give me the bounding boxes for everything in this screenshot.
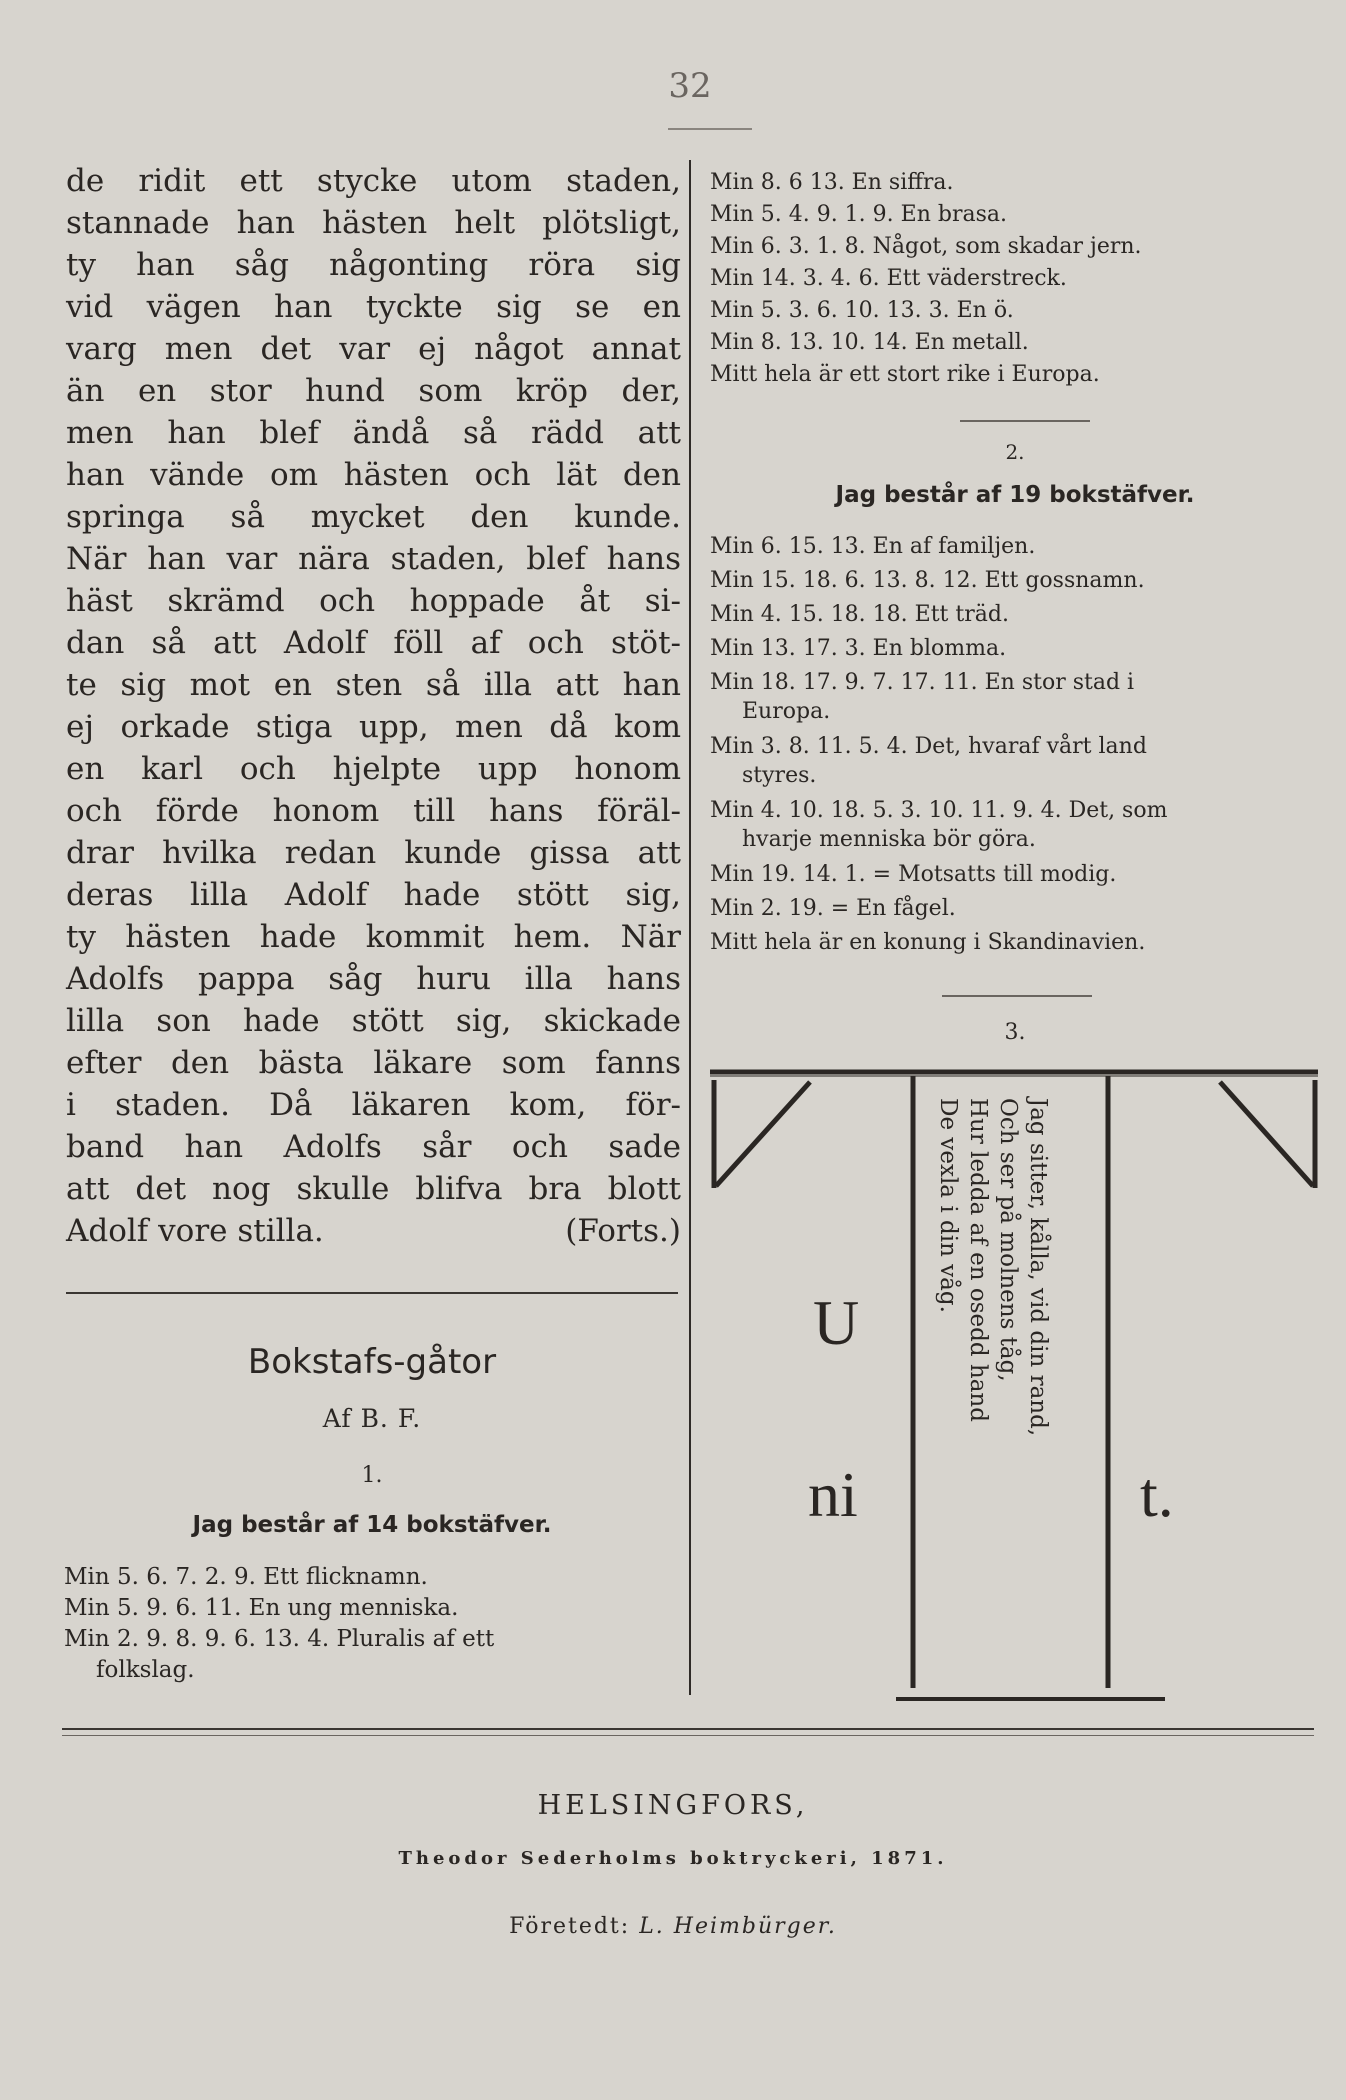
riddle-clue <box>710 359 1320 391</box>
story-line: han vände om hästen och lät den <box>66 457 681 493</box>
riddle-clue <box>710 858 1330 892</box>
story-line: ej orkade stiga upp, men då kom <box>66 709 681 745</box>
story-line: deras lilla Adolf hade stött sig, <box>66 877 681 913</box>
story-final-line <box>66 1210 681 1252</box>
riddle-clue <box>710 926 1330 960</box>
riddle-clue-text: Min 6. 3. 1. 8. Något, som skadar jern. <box>710 234 1142 259</box>
story-line: vid vägen han tyckte sig se en <box>66 289 681 325</box>
riddle-clue-continuation: hvarje menniska bör göra. <box>742 827 1036 852</box>
riddle-clue-text: Min 19. 14. 1. = Motsatts till modig. <box>710 862 1117 887</box>
page-number-rule <box>668 128 752 130</box>
story-line: Adolfs pappa såg huru illa hans <box>66 961 681 997</box>
riddle-clue <box>710 564 1330 598</box>
riddle-2-number: 2. <box>1005 440 1025 464</box>
riddle-clue <box>710 632 1330 666</box>
imprint-printer: Theodor Sederholms boktryckeri, 1871. <box>398 1848 948 1869</box>
story-line: När han var nära staden, blef hans <box>66 541 681 577</box>
poem-line: Och ser på molnens tåg, <box>995 1098 1021 1382</box>
riddle-1-number: 1. <box>361 1463 383 1488</box>
story-line: men han blef ändå så rädd att <box>66 415 681 451</box>
imprint-censor <box>0 1914 1346 1939</box>
censor-label: Företedt: <box>509 1914 631 1939</box>
poem-line: Jag sitter, kålla, vid din rand, <box>1025 1098 1051 1437</box>
riddle-clue-continuation: Europa. <box>742 699 831 724</box>
censor-name: L. Heimbürger. <box>639 1914 837 1939</box>
story-line: en karl och hjelpte upp honom <box>66 751 681 787</box>
story-line: drar hvilka redan kunde gissa att <box>66 835 681 871</box>
story-line: de ridit ett stycke utom staden, <box>66 163 681 199</box>
story-text <box>66 160 681 1252</box>
footer-rule <box>62 1728 1314 1730</box>
riddle-clue <box>710 794 1330 852</box>
riddle-clue-text: Min 4. 10. 18. 5. 3. 10. 11. 9. 4. Det, som <box>710 798 1168 823</box>
story-line: och förde honom till hans föräl- <box>66 793 681 829</box>
puzzle-letter-u: U <box>813 1287 860 1358</box>
story-line: ty hästen hade kommit hem. När <box>66 919 681 955</box>
riddle-clue-continuation: folkslag. <box>96 1657 195 1683</box>
section-title: Bokstafs-gåtor <box>247 1342 497 1382</box>
riddle-clue <box>710 295 1320 327</box>
story-line: att det nog skulle blifva bra blott <box>66 1171 681 1207</box>
riddle-clue-text: Min 5. 9. 6. 11. En ung menniska. <box>64 1595 459 1621</box>
puzzle-letter-t: t. <box>1140 1459 1174 1530</box>
story-line: dan så att Adolf föll af och stöt- <box>66 625 681 661</box>
poem-line: De vexla i din våg. <box>935 1098 961 1313</box>
story-line: Adolf vore stilla. <box>66 1213 324 1249</box>
riddle-clue <box>710 167 1320 199</box>
story-line: springa så mycket den kunde. <box>66 499 681 535</box>
story-line: band han Adolfs sår och sade <box>66 1129 681 1165</box>
story-line: efter den bästa läkare som fanns <box>66 1045 681 1081</box>
riddle-clue-text: Min 2. 9. 8. 9. 6. 13. 4. Pluralis af ett <box>64 1626 495 1652</box>
riddle-3-number: 3. <box>1004 1020 1026 1045</box>
riddle-clue-text: Min 8. 13. 10. 14. En metall. <box>710 330 1029 355</box>
riddle-clue-text: Min 18. 17. 9. 7. 17. 11. En stor stad i <box>710 670 1135 695</box>
riddle-clue-text: Min 2. 19. = En fågel. <box>710 896 956 921</box>
story-line: te sig mot en sten så illa att han <box>66 667 681 703</box>
story-end-rule <box>66 1292 678 1294</box>
riddle-clue-text: Min 15. 18. 6. 13. 8. 12. Ett gossnamn. <box>710 568 1145 593</box>
riddle-clue-text: Mitt hela är en konung i Skandinavien. <box>710 930 1146 955</box>
riddle-clue-text: Min 6. 15. 13. En af familjen. <box>710 534 1036 559</box>
footer-rule-thin <box>62 1735 1314 1736</box>
story-line: ty han såg någonting röra sig <box>66 247 681 283</box>
riddle-clue-text: Min 5. 4. 9. 1. 9. En brasa. <box>710 202 1007 227</box>
to-be-continued: (Forts.) <box>565 1213 681 1249</box>
page-number: 32 <box>668 66 712 106</box>
riddle-clue-text: Min 8. 6 13. En siffra. <box>710 170 954 195</box>
riddle-clue-continuation: styres. <box>742 763 817 788</box>
riddle-clue-text: Min 4. 15. 18. 18. Ett träd. <box>710 602 1009 627</box>
story-line: stannade han hästen helt plötsligt, <box>66 205 681 241</box>
riddle-clue <box>64 1624 680 1686</box>
story-column <box>66 160 681 1252</box>
column-divider <box>689 160 691 1695</box>
riddle-clue <box>710 231 1320 263</box>
riddle-clue <box>710 199 1320 231</box>
riddle-clue <box>710 892 1330 926</box>
riddle-clue <box>64 1593 680 1624</box>
riddle-clue <box>710 263 1320 295</box>
puzzle-letters-ni: ni <box>808 1459 858 1530</box>
riddle-clue <box>710 666 1330 724</box>
riddle-2-heading: Jag består af 19 bokstäfver. <box>835 482 1195 508</box>
riddle-clue <box>710 598 1330 632</box>
riddle-clue-text: Min 14. 3. 4. 6. Ett väderstreck. <box>710 266 1067 291</box>
riddle-2-clues <box>710 530 1330 960</box>
riddle-clue-text: Min 3. 8. 11. 5. 4. Det, hvaraf vårt land <box>710 734 1147 759</box>
riddle-separator-rule <box>942 995 1092 997</box>
riddle-clue-text: Min 5. 6. 7. 2. 9. Ett flicknamn. <box>64 1564 428 1590</box>
story-line: lilla son hade stött sig, skickade <box>66 1003 681 1039</box>
puzzle-poem-text <box>933 1098 1053 1598</box>
riddle-clue <box>64 1562 680 1593</box>
riddle-clue-text: Mitt hela är ett stort rike i Europa. <box>710 362 1100 387</box>
story-line: än en stor hund som kröp der, <box>66 373 681 409</box>
poem-line: Hur ledda af en osedd hand <box>965 1098 991 1422</box>
section-byline: Af B. F. <box>322 1404 422 1433</box>
picture-puzzle <box>710 1068 1320 1708</box>
story-line: i staden. Då läkaren kom, för- <box>66 1087 681 1123</box>
riddle-separator-rule <box>960 420 1090 422</box>
riddle-clue <box>710 530 1330 564</box>
riddle-clue <box>710 730 1330 788</box>
imprint-city: HELSINGFORS, <box>537 1790 809 1821</box>
puzzle-poem <box>933 1098 1053 1598</box>
riddle-clue-text: Min 13. 17. 3. En blomma. <box>710 636 1007 661</box>
riddle-1-clues <box>64 1562 680 1686</box>
riddle-clue <box>710 327 1320 359</box>
riddle-1-clues-continued <box>710 167 1320 391</box>
story-line: varg men det var ej något annat <box>66 331 681 367</box>
riddle-1-heading: Jag består af 14 bokstäfver. <box>192 1512 552 1538</box>
riddle-clue-text: Min 5. 3. 6. 10. 13. 3. En ö. <box>710 298 1014 323</box>
story-line: häst skrämd och hoppade åt si- <box>66 583 681 619</box>
